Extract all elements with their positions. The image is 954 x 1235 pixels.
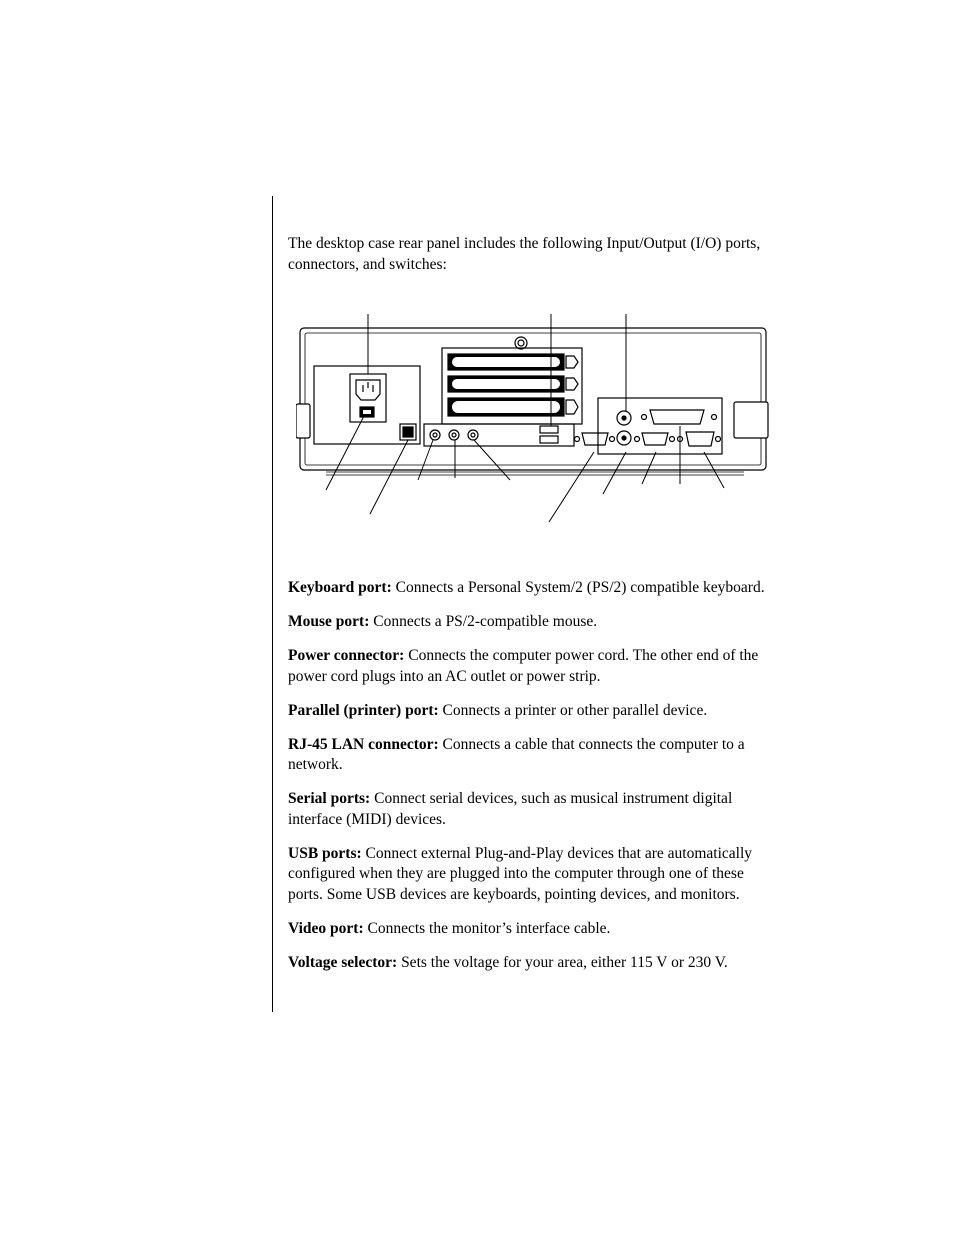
rear-panel-illustration xyxy=(296,312,776,524)
definition-term: USB ports: xyxy=(288,844,362,862)
audio-jack-icon xyxy=(430,430,478,440)
definition-usb-ports xyxy=(288,844,780,906)
definition-term: RJ-45 LAN connector: xyxy=(288,735,439,753)
definition-term: Video port: xyxy=(288,919,364,937)
rear-panel-figure xyxy=(296,312,776,524)
definition-text: Connects a Personal System/2 (PS/2) compatible keyboard. xyxy=(391,579,765,596)
intro-paragraph: The desktop case rear panel includes the following Input/Output (I/O) ports, connectors, and switches: xyxy=(288,235,761,273)
definition-text: Connects a cable that connects the computer to a network. xyxy=(288,735,745,773)
definition-power-connector xyxy=(288,646,780,687)
usb-port-icon xyxy=(540,426,558,443)
definition-term: Mouse port: xyxy=(288,613,370,630)
voltage-switch-icon xyxy=(360,407,374,417)
port-definitions xyxy=(288,578,780,987)
definition-term: Keyboard port: xyxy=(288,579,392,596)
ps2-port-icon xyxy=(617,411,631,445)
definition-rj45-lan-connector xyxy=(288,735,780,776)
definition-term: Parallel (printer) port: xyxy=(288,701,439,719)
rj45-port-icon xyxy=(400,424,416,440)
definition-text: Connects a PS/2-compatible mouse. xyxy=(369,613,598,630)
definition-voltage-selector xyxy=(288,953,780,974)
definition-text: Sets the voltage for your area, either 115 V or 230 V. xyxy=(397,953,728,971)
margin-rule xyxy=(272,196,273,1012)
power-supply-area xyxy=(314,366,420,444)
definition-text: Connects the computer power cord. The other end of the power cord plugs into an AC outlet or power strip. xyxy=(288,647,759,685)
definition-parallel-port xyxy=(288,701,780,722)
definition-serial-ports xyxy=(288,789,780,830)
definition-video-port xyxy=(288,919,780,940)
definition-text: Connects the monitor’s interface cable. xyxy=(363,919,611,937)
definition-text: Connect external Plug-and-Play devices that are automatically configured when they are plugged into the computer through one of these ports. Some USB devices are keyboards, pointing devices, and monitors. xyxy=(288,844,753,903)
definition-mouse-port xyxy=(288,612,780,633)
definition-term: Serial ports: xyxy=(288,790,371,807)
definition-keyboard-port xyxy=(288,578,780,599)
definition-term: Voltage selector: xyxy=(288,953,398,971)
parallel-port-icon xyxy=(642,410,717,424)
definition-text: Connects a printer or other parallel device. xyxy=(438,701,708,719)
video-port-icon xyxy=(678,432,721,446)
definition-term: Power connector: xyxy=(288,647,405,664)
definition-text: Connect serial devices, such as musical instrument digital interface (MIDI) devices. xyxy=(288,790,733,828)
expansion-slots xyxy=(442,337,582,424)
